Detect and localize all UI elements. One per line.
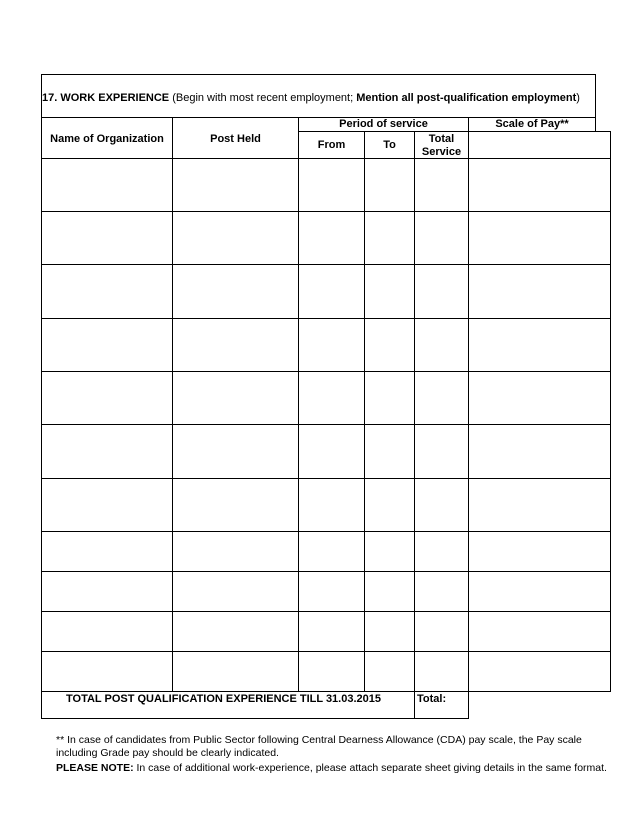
total-row-bottom: [41, 718, 469, 719]
total-experience-label: TOTAL POST QUALIFICATION EXPERIENCE TILL 31.03.2015: [66, 693, 381, 705]
col-line-3: [364, 131, 365, 691]
top-border: [41, 74, 596, 75]
row-line-3: [41, 318, 611, 319]
header-total-service-1: Total: [428, 133, 455, 145]
row-line-6: [41, 478, 611, 479]
col-line-0: [41, 117, 42, 718]
row-line-8: [41, 571, 611, 572]
header-post-held: Post Held: [210, 133, 261, 145]
header-mid-line: [298, 131, 611, 132]
header-scale-of-pay: Scale of Pay**: [495, 118, 569, 130]
section-title: [42, 92, 592, 104]
header-organization: Name of Organization: [50, 133, 164, 145]
col-line-6: [610, 131, 611, 691]
row-line-2: [41, 264, 611, 265]
total-value-label: Total:: [417, 693, 447, 705]
col-line-2: [298, 117, 299, 691]
row-line-5: [41, 424, 611, 425]
section-instruction-bold: Mention all post-qualification employment: [356, 92, 577, 104]
row-line-1: [41, 211, 611, 212]
please-note-label: PLEASE NOTE:: [56, 762, 134, 774]
row-line-11: [41, 691, 611, 692]
section-number-title: 17. WORK EXPERIENCE: [42, 92, 170, 104]
col-line-5: [468, 117, 469, 718]
header-total-service-2: Service: [421, 146, 462, 158]
header-bottom-line: [41, 158, 611, 159]
right-border-upper: [595, 74, 596, 118]
header-period-of-service: Period of service: [339, 118, 428, 130]
row-line-4: [41, 371, 611, 372]
row-line-7: [41, 531, 611, 532]
cda-footnote: ** In case of candidates from Public Sector following Central Dearness Allowance (CDA) pay scale, the Pay scale including Grade pay should be clearly indicated.: [56, 734, 582, 759]
col-line-pay-top: [595, 117, 596, 131]
please-note-text: In case of additional work-experience, please attach separate sheet giving details in the same format.: [133, 762, 607, 774]
col-line-1: [172, 117, 173, 691]
header-from: From: [317, 139, 346, 151]
section-instruction: (Begin with most recent employment;: [172, 92, 357, 104]
row-line-9: [41, 611, 611, 612]
section-instruction-close: ): [576, 92, 580, 104]
header-to: To: [383, 139, 396, 151]
please-note: [56, 762, 616, 775]
row-line-10: [41, 651, 611, 652]
